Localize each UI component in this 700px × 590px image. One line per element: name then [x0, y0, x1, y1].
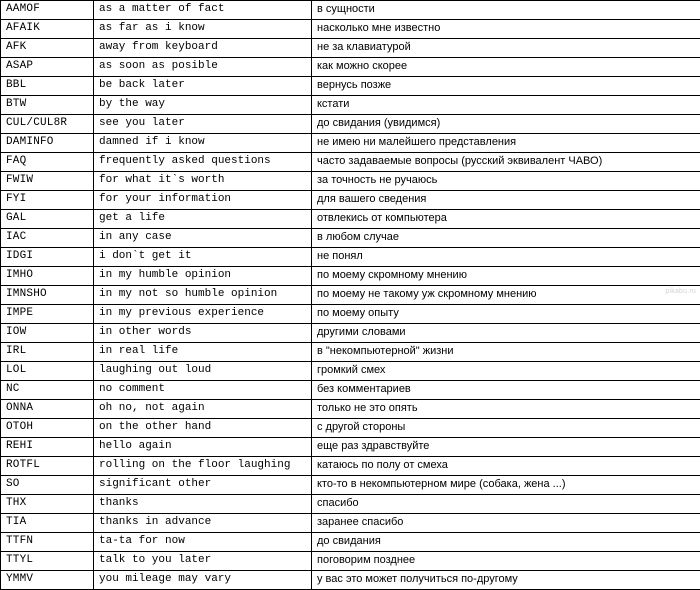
cell-english: in my not so humble opinion	[94, 286, 312, 305]
table-row	[1, 457, 700, 476]
cell-abbreviation: ONNA	[1, 400, 94, 419]
cell-russian: кстати	[312, 96, 700, 115]
table-row	[1, 514, 700, 533]
table-row	[1, 77, 700, 96]
cell-abbreviation: TTFN	[1, 533, 94, 552]
cell-english: rolling on the floor laughing	[94, 457, 312, 476]
table-row	[1, 476, 700, 495]
table-body	[1, 1, 700, 590]
cell-english: be back later	[94, 77, 312, 96]
cell-russian: катаюсь по полу от смеха	[312, 457, 700, 476]
table-row	[1, 20, 700, 39]
cell-abbreviation: YMMV	[1, 571, 94, 590]
cell-russian: без комментариев	[312, 381, 700, 400]
cell-english: hello again	[94, 438, 312, 457]
cell-abbreviation: REHI	[1, 438, 94, 457]
cell-russian: насколько мне известно	[312, 20, 700, 39]
cell-abbreviation: GAL	[1, 210, 94, 229]
table-row	[1, 381, 700, 400]
cell-abbreviation: NC	[1, 381, 94, 400]
cell-abbreviation: THX	[1, 495, 94, 514]
cell-english: get a life	[94, 210, 312, 229]
table-row	[1, 210, 700, 229]
cell-abbreviation: AAMOF	[1, 1, 94, 20]
table-row	[1, 533, 700, 552]
table-row	[1, 571, 700, 590]
cell-russian: не имею ни малейшего представления	[312, 134, 700, 153]
cell-english: oh no, not again	[94, 400, 312, 419]
cell-russian: вернусь позже	[312, 77, 700, 96]
table-row	[1, 96, 700, 115]
cell-english: talk to you later	[94, 552, 312, 571]
cell-abbreviation: IMNSHO	[1, 286, 94, 305]
cell-english: in other words	[94, 324, 312, 343]
table-row	[1, 153, 700, 172]
table-row	[1, 39, 700, 58]
cell-russian: для вашего сведения	[312, 191, 700, 210]
cell-english: for what it`s worth	[94, 172, 312, 191]
cell-english: ta-ta for now	[94, 533, 312, 552]
cell-russian: с другой стороны	[312, 419, 700, 438]
cell-abbreviation: TTYL	[1, 552, 94, 571]
table-row	[1, 1, 700, 20]
cell-russian: часто задаваемые вопросы (русский эквивалент ЧАВО)	[312, 153, 700, 172]
cell-english: see you later	[94, 115, 312, 134]
cell-abbreviation: CUL/CUL8R	[1, 115, 94, 134]
cell-russian: заранее спасибо	[312, 514, 700, 533]
cell-abbreviation: IOW	[1, 324, 94, 343]
cell-russian: еще раз здравствуйте	[312, 438, 700, 457]
cell-russian: в сущности	[312, 1, 700, 20]
cell-english: in any case	[94, 229, 312, 248]
cell-english: significant other	[94, 476, 312, 495]
cell-abbreviation: FWIW	[1, 172, 94, 191]
cell-english: by the way	[94, 96, 312, 115]
cell-english: as a matter of fact	[94, 1, 312, 20]
cell-english: away from keyboard	[94, 39, 312, 58]
cell-abbreviation: AFK	[1, 39, 94, 58]
cell-abbreviation: ROTFL	[1, 457, 94, 476]
cell-russian: другими словами	[312, 324, 700, 343]
cell-english: you mileage may vary	[94, 571, 312, 590]
cell-russian: кто-то в некомпьютерном мире (собака, жена ...)	[312, 476, 700, 495]
table-row	[1, 267, 700, 286]
cell-russian: в "некомпьютерной" жизни	[312, 343, 700, 362]
cell-english: frequently asked questions	[94, 153, 312, 172]
table-row	[1, 229, 700, 248]
cell-english: laughing out loud	[94, 362, 312, 381]
cell-english: in my humble opinion	[94, 267, 312, 286]
cell-abbreviation: FYI	[1, 191, 94, 210]
cell-russian: отвлекись от компьютера	[312, 210, 700, 229]
cell-english: in my previous experience	[94, 305, 312, 324]
cell-abbreviation: ASAP	[1, 58, 94, 77]
cell-english: no comment	[94, 381, 312, 400]
table-row	[1, 552, 700, 571]
table-row	[1, 286, 700, 305]
cell-english: in real life	[94, 343, 312, 362]
table-row	[1, 191, 700, 210]
cell-abbreviation: DAMINFO	[1, 134, 94, 153]
cell-english: for your information	[94, 191, 312, 210]
cell-russian: до свидания (увидимся)	[312, 115, 700, 134]
table-row	[1, 400, 700, 419]
cell-russian: за точность не ручаюсь	[312, 172, 700, 191]
cell-russian: по моему опыту	[312, 305, 700, 324]
cell-english: on the other hand	[94, 419, 312, 438]
cell-abbreviation: FAQ	[1, 153, 94, 172]
cell-russian: до свидания	[312, 533, 700, 552]
table-row	[1, 362, 700, 381]
cell-russian: у вас это может получиться по-другому	[312, 571, 700, 590]
cell-english: as soon as posible	[94, 58, 312, 77]
cell-abbreviation: SO	[1, 476, 94, 495]
cell-english: i don`t get it	[94, 248, 312, 267]
cell-abbreviation: LOL	[1, 362, 94, 381]
cell-english: thanks	[94, 495, 312, 514]
cell-abbreviation: BBL	[1, 77, 94, 96]
cell-russian: в любом случае	[312, 229, 700, 248]
cell-russian: не понял	[312, 248, 700, 267]
table-row	[1, 419, 700, 438]
cell-abbreviation: TIA	[1, 514, 94, 533]
cell-english: damned if i know	[94, 134, 312, 153]
watermark: pikabu.ru	[665, 288, 696, 295]
cell-abbreviation: IMHO	[1, 267, 94, 286]
cell-abbreviation: IAC	[1, 229, 94, 248]
cell-abbreviation: AFAIK	[1, 20, 94, 39]
cell-russian: спасибо	[312, 495, 700, 514]
cell-english: as far as i know	[94, 20, 312, 39]
cell-english: thanks in advance	[94, 514, 312, 533]
cell-russian: по моему не такому уж скромному мнению	[312, 286, 700, 305]
table-row	[1, 324, 700, 343]
cell-abbreviation: IMPE	[1, 305, 94, 324]
cell-russian: не за клавиатурой	[312, 39, 700, 58]
cell-abbreviation: BTW	[1, 96, 94, 115]
cell-russian: по моему скромному мнению	[312, 267, 700, 286]
table-row	[1, 58, 700, 77]
table-row	[1, 134, 700, 153]
cell-russian: громкий смех	[312, 362, 700, 381]
cell-russian: как можно скорее	[312, 58, 700, 77]
cell-abbreviation: IRL	[1, 343, 94, 362]
table-row	[1, 343, 700, 362]
cell-abbreviation: OTOH	[1, 419, 94, 438]
cell-russian: поговорим позднее	[312, 552, 700, 571]
table-row	[1, 172, 700, 191]
table-row	[1, 305, 700, 324]
cell-abbreviation: IDGI	[1, 248, 94, 267]
table-row	[1, 115, 700, 134]
table-row	[1, 438, 700, 457]
table-row	[1, 248, 700, 267]
table-row	[1, 495, 700, 514]
cell-russian: только не это опять	[312, 400, 700, 419]
